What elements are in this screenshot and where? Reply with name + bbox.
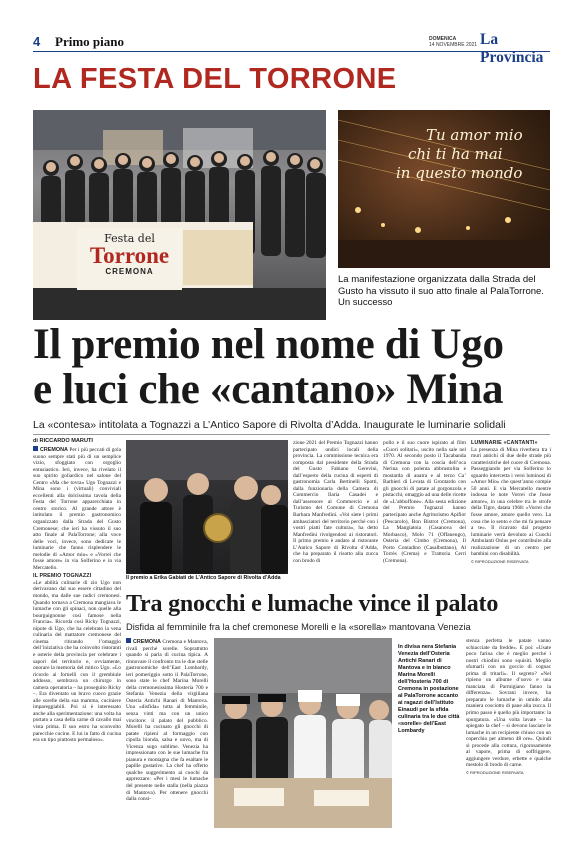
main-subhead: La «contesa» intitolata a Tognazzi a L’Antico Sapore di Rivolta d’Adda. Inaugurate le luminarie solidali (33, 419, 506, 431)
date-full: 14 NOVEMBRE 2021 (429, 42, 478, 48)
article1-col2 (293, 440, 378, 582)
lead-city: CREMONA (40, 447, 68, 453)
article1-col4-text: La presenza di Mina riverbera tra i muri antichi di due delle strade più caratteristiche del cuore di Cremona. Passeggiando per via Solferino lo sguardo intercetta i versi luminosi di «Amor Mio» che quest’anno compie 50 anni. E via Mercatello mentre indossa le note Vorrei che fosse amore», in una celebre tra le strofe della Tigre, datata 1968: «Vorrei che fosse amore, amore quello vero. La cosa che io sento e che mi fa pensare a te». Il ricavato dal progetto luminarie verrà devoluto ai Cuochi Ambulanti Onlus per contribuire alla realizzazione di un centro per bambini con disabilità. (471, 446, 551, 558)
photo-group-winners (33, 110, 326, 320)
page-number: 4 (33, 34, 41, 49)
article-top-rule (33, 434, 550, 435)
photo-luminarie (338, 110, 550, 268)
article1-col3 (383, 440, 466, 582)
article1-credit: © RIPRODUZIONE RISERVATA (471, 558, 529, 564)
subheading-luminarie: LUMINARIE «CANTANTI» (471, 440, 538, 446)
article1-col1-text: Per i più peccati di gola suono sempre stati più di un semplice vizio, sfoggiato con orgoglio entusiastico. Ieri, invece, ha rivelato il suo spirito goliardico nel salone del Centro «Ma che tovra» Ugo Tognazzi e Mina sono i (virtuali) conviviali eccellenti alla dolcissima tavola della Festa del Torrone apparecchiata in centro storico. Al grande attore è intitolato il premio gastronomico organizzato dalla Strada del Gusto Cremonese; che ieri ha vissuto il suo atto finale al PalaTorrone; alla voce delle voci, invece, sono dedicate le luminarie che fanno risplendere le melodie di «Amor mio» e «Vorrei che fosse amore» in via Solferino e in via Mercatello. (33, 447, 121, 571)
article2-credit: © RIPRODUZIONE RISERVATA (466, 769, 524, 775)
light-text3: in questo mondo (396, 164, 523, 182)
photo-chefs-caption: In divisa nera Stefania Venezia dell’Osteria Antichi Ranari di Mantova e in bianco Marina Morelli dell’Hosteria 700 di Cremona in postazione al PalaTorrone accanto ai ragazzi dell’Istituto Einaudi per la sfida culinaria tra le due città «sorelle» dell’East Lombardy (398, 644, 460, 734)
article2-col3-text: stenza perfetta le patate vanno schiacciate da fredde». E poi: «Usate poco farina che è meglio perché i nostri chiodini sono squisiti. Meglio sfumarli con un goccio di cognac prima di tritarli». Il segreto? «Nel ripieno un albume d’uovo e una manciata di Parmigiano fanno la differenza». Sovrani invece, ha preparato le lumache in umido alla maniera cosciotto di pane alla zucca. Il primo passo è quello più importante: la spurgatura. «Una volta lavate – ha spiegato la chef – si devono lasciare le lumache in un recipiente chiuso con un coperchio per almeno 48 ore». Quindi si procede alla cottura, rigorosamente al vapore, prima di soffriggere, aggiungere verdure, erbette e qualche mestolo di brodo di carne. (466, 638, 551, 769)
lead-city-2: CREMONA (133, 639, 161, 645)
light-text1: Tu amor mio (426, 126, 523, 144)
article1-col1 (33, 446, 121, 826)
article1-col4 (471, 440, 551, 582)
secondary-headline: Tra gnocchi e lumache vince il palato (126, 591, 499, 617)
sign-line1: Festa del (104, 232, 155, 245)
main-headline (33, 322, 553, 412)
photo-award-caption: Il premio a Erika Gabiati de L’Antico Sapore di Rivolta d’Adda (126, 575, 281, 581)
date-weekday: DOMENICA (429, 36, 457, 42)
sign-line2: Torrone (89, 243, 170, 268)
sign-line3: CREMONA (105, 267, 154, 276)
award-illustration (126, 440, 288, 574)
byline: di RICCARDO MARUTI (33, 438, 93, 444)
masthead-logo: La Provincia (480, 31, 544, 66)
headline-line2: e luci che «cantano» Mina (33, 366, 504, 413)
article1-col1-text2: «Le abilità culinarie di zio Ugo non derivavano dal suo essere cittadino del mondo, ma dalle sue radici cremonesi. Quando tornava a Cremona mangiava le lumache con gli spinaci, non quelle alla bourguignonne così famose nella Francia». Ricorda così Ricky Tognazzi, nipote di Ugo, che ha celebrato la vena culinaria del mattatore cremonese del cinema ritirando l’omaggio dell’iniziativa che ha coinvolto ristoranti e osterie della provincia per celebrare i sapori del territorio e, ovviamente, onorare la memoria del mitico Ugo. «Lo ricordo ai fornelli con il grembiule addosso, sembrava un chirurgo in camera operatoria – ha proseguito Ricky –. Era diventato un bravo cuoco grazie alle sorelle della sua mamma, cuciniere impareggiabili. Poi si è interessato anche alla sperimentazione: una volta ha portato a casa della carne di cavallo mai vista prima. Il suo estro ha sconvolto parecchie cucine. E lui in fatto di cucina era un tipo piuttosto permaloso». (33, 579, 121, 744)
secondary-subhead: Disfida al femminile fra la chef cremonese Morelli e la «sorella» mantovana Venezia (126, 622, 471, 632)
article2-col1 (126, 638, 208, 828)
photo-luminarie-caption: La manifestazione organizzata dalla Strada del Gusto ha vissuto il suo atto finale al PalaTorrone. Un successo (338, 274, 544, 308)
light-text2: chi ti ha mai (408, 145, 503, 163)
article1-col3-text: pollo e il suo cuore ispirato al film «Cuori solitari», uscito nella sale nel 1970. Al secondo posto il Tacabanda di Cremona con la coscia dell’oca Nerina con polenta abbrustolita e mostarda di anatra e al terzo Ca’ Barbieri di Levata di Grontardo con gli gnocchi di patate al gorgonzola e pistacchi, omaggio ad una delle ricette de «L’abbuffone». Alla sesta edizione del Premio Tognazzi hanno partecipato anche Agriturismo Apifior (Pescarolo), Bon Bistrot (Cremona), La Mangiatoia (Casanova del Morbasco), Molo 71 (Offanengo), Osteria del Cimbo (Cremona), Il Porto Contadino (Casalbuttano), Al Torrès (Crema) e Trattoria Cerri (Cremona). (383, 440, 466, 564)
subheading-premio: IL PREMIO TOGNAZZI (33, 573, 92, 580)
page-header (33, 30, 550, 66)
lead-square-icon-2 (126, 638, 131, 643)
headline-line1: Il premio nel nome di Ugo (33, 321, 504, 368)
article2-col3 (466, 638, 551, 828)
photo-chefs (214, 638, 392, 828)
photo-award (126, 440, 288, 574)
section-banner: LA FESTA DEL TORRONE (33, 63, 397, 95)
chefs-illustration (214, 638, 392, 828)
article2-col1-text: Cremona e Mantova, rivali perché sorelle. Soprattutto quando si parla di cucina tipica. A rinnovare il confronto tra le due stelle gastronomiche dell’East Lombardy, ieri pomeriggio sotto il PalaTorrone, sono state le chef Marina Morelli della cremonesissima Hosteria 700 e Stefania Venezia della virgiliana Osteria Antichi Ranari di Mantova. Una «disfida» tutta al femminile, senza vinti ma con un unico vincitore: il palato del pubblico. Morelli ha cucinato gli gnocchi di patate ripieni al formaggio con cipolla bionda, salsa e uovo, ma di Vicenza sugo sublime. Venezia ha impressionato con le sue lumache fra pianura e montagna che fa esaltare le papille gustative. La chef ha offerto qualche suggerimento ai cuochi da apprezzare: «Per i mesi le lumache del presente nelle stalla (nella piazza di Mantova). Per ottenere gnocchi dalla consi- (126, 639, 208, 803)
festa-sign (77, 228, 182, 290)
section-name: Primo piano (55, 34, 124, 49)
lead-square-icon (33, 446, 38, 451)
article1-col2-text: zione 2021 del Premio Tognazzi hanno partecipato undici locali della provincia. La commissione tecnica era composta dal presidente della Strada del Gusto Fabiano Gerevini, dall’esperto della cucina di esperti di gastronomia Carla Bertinelli Spotti, dalla funzionaria della Camera di Commercio Ilaria Casadei e dall’assessore al Commercio e al Turismo del Comune di Cremona Barbara Manfredini. «Voi siete i primi ambasciatori del territorio perché con i vostri piatti fate cultura», ha detto Manfredini rivolgendosi ai ristoratori. Il primo premio è andato al ristorante L’Antico Sapore di Rivolta d’Adda, che ha preparato il risotto alla zucca con brodo di (293, 440, 378, 564)
